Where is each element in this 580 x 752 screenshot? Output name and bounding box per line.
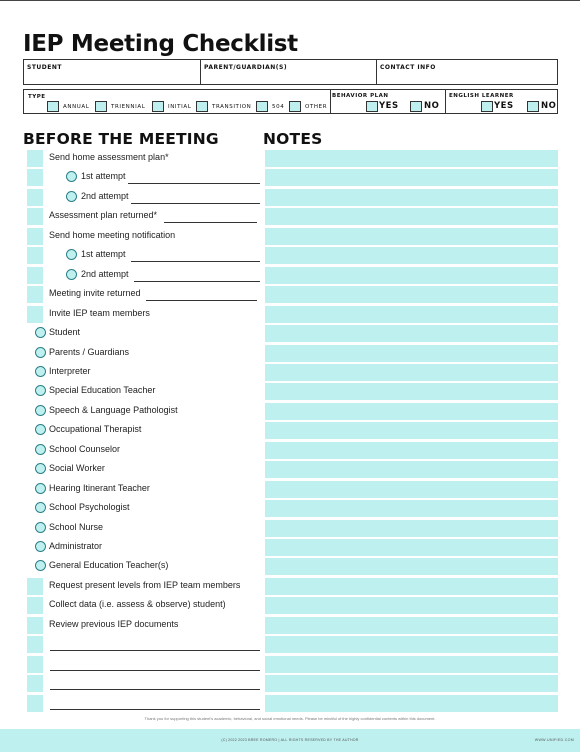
- checklist-row: [0, 345, 262, 362]
- write-in-line[interactable]: [128, 183, 260, 184]
- notes-field[interactable]: [265, 597, 558, 614]
- row-checkbox[interactable]: [27, 695, 43, 712]
- behavior-plan-label: BEHAVIOR PLAN: [332, 93, 389, 99]
- row-checkbox[interactable]: [27, 597, 43, 614]
- row-label: Invite IEP team members: [49, 307, 150, 318]
- notes-field[interactable]: [265, 636, 558, 653]
- row-checkbox: [27, 169, 43, 186]
- row-checkbox: [27, 247, 43, 264]
- footnote-text: Thank you for supporting this student's academic, behavioral, and social emotional needs. Please be mindful of the highly confidential contents within this document.: [144, 716, 436, 721]
- circle-checkbox[interactable]: [35, 385, 46, 396]
- english-learner-label: ENGLISH LEARNER: [449, 93, 514, 99]
- notes-field[interactable]: [265, 325, 558, 342]
- checklist-row: [0, 364, 262, 381]
- initial-checkbox[interactable]: [152, 101, 164, 112]
- notes-heading: NOTES: [263, 130, 323, 148]
- row-label: Occupational Therapist: [49, 424, 142, 435]
- notes-field[interactable]: [265, 169, 558, 186]
- row-label: Meeting invite returned: [49, 288, 141, 299]
- row-label: Administrator: [49, 541, 103, 551]
- row-checkbox: [27, 189, 43, 206]
- notes-field[interactable]: [265, 520, 558, 537]
- row-checkbox[interactable]: [27, 617, 43, 634]
- write-in-line[interactable]: [131, 203, 260, 204]
- row-label: 2nd attempt: [81, 268, 129, 279]
- checklist-row: [0, 247, 262, 264]
- notes-field[interactable]: [265, 442, 558, 459]
- checklist-row: [0, 675, 262, 692]
- footer-bar: [0, 729, 580, 752]
- notes-field[interactable]: [265, 656, 558, 673]
- annual-label: ANNUAL: [63, 104, 90, 110]
- circle-checkbox[interactable]: [66, 171, 77, 182]
- checklist-row: [0, 617, 262, 634]
- row-label: Request present levels from IEP team members: [49, 579, 241, 590]
- triennial-checkbox[interactable]: [95, 101, 107, 112]
- circle-checkbox[interactable]: [66, 191, 77, 202]
- row-checkbox[interactable]: [27, 306, 43, 323]
- row-checkbox[interactable]: [27, 150, 43, 167]
- notes-field[interactable]: [265, 617, 558, 634]
- notes-field[interactable]: [265, 558, 558, 575]
- notes-field[interactable]: [265, 383, 558, 400]
- checklist-row: [0, 422, 262, 439]
- notes-field[interactable]: [265, 578, 558, 595]
- row-checkbox[interactable]: [27, 228, 43, 245]
- checklist-row: [0, 520, 262, 537]
- initial-label: INITIAL: [168, 104, 192, 110]
- row-label: Student: [49, 327, 81, 338]
- write-in-line[interactable]: [50, 670, 260, 671]
- notes-field[interactable]: [265, 189, 558, 206]
- circle-checkbox[interactable]: [66, 269, 77, 280]
- checklist-row: [0, 325, 262, 342]
- row-label: General Education Teacher(s): [49, 560, 169, 571]
- annual-checkbox[interactable]: [47, 101, 59, 112]
- row-checkbox[interactable]: [27, 208, 43, 225]
- other-checkbox[interactable]: [289, 101, 301, 112]
- row-checkbox[interactable]: [27, 286, 43, 303]
- row-label: 1st attempt: [81, 249, 126, 260]
- notes-field[interactable]: [265, 422, 558, 439]
- notes-field[interactable]: [265, 461, 558, 478]
- english-no-label: NO: [541, 101, 557, 111]
- row-label: School Psychologist: [49, 502, 130, 513]
- 504-checkbox[interactable]: [256, 101, 268, 112]
- write-in-line[interactable]: [146, 300, 257, 301]
- type-divider: [330, 90, 331, 113]
- notes-field[interactable]: [265, 267, 558, 284]
- row-label: Social Worker: [49, 463, 105, 474]
- notes-field[interactable]: [265, 500, 558, 517]
- transition-label: TRANSITION: [212, 104, 252, 110]
- circle-checkbox[interactable]: [35, 463, 46, 474]
- behavior-divider: [445, 90, 446, 113]
- notes-field[interactable]: [265, 481, 558, 498]
- checklist-row: [0, 578, 262, 595]
- behavior-yes-checkbox[interactable]: [366, 101, 378, 112]
- notes-field[interactable]: [265, 150, 558, 167]
- circle-checkbox[interactable]: [35, 522, 46, 533]
- notes-field[interactable]: [265, 345, 558, 362]
- row-label: Special Education Teacher: [49, 385, 156, 396]
- checklist-row: [0, 500, 262, 517]
- checklist-row: [0, 558, 262, 575]
- info-box: [23, 59, 558, 85]
- meeting-type-box: [23, 89, 558, 114]
- behavior-no-label: NO: [424, 101, 440, 111]
- notes-field[interactable]: [265, 364, 558, 381]
- circle-checkbox[interactable]: [35, 483, 46, 494]
- parent-guardian-field[interactable]: PARENT/GUARDIAN(S): [201, 60, 377, 84]
- notes-field[interactable]: [265, 675, 558, 692]
- other-label: OTHER: [305, 104, 328, 110]
- notes-field[interactable]: [265, 208, 558, 225]
- checklist-row: [0, 267, 262, 284]
- type-label: TYPE: [28, 94, 46, 100]
- checklist-row: [0, 656, 262, 673]
- english-no-checkbox[interactable]: [527, 101, 539, 112]
- checklist-row: [0, 189, 262, 206]
- row-checkbox[interactable]: [27, 656, 43, 673]
- circle-checkbox[interactable]: [35, 560, 46, 571]
- row-checkbox: [27, 267, 43, 284]
- circle-checkbox[interactable]: [35, 502, 46, 513]
- row-checkbox[interactable]: [27, 675, 43, 692]
- row-label: School Counselor: [49, 443, 121, 454]
- checklist-row: [0, 208, 262, 225]
- notes-field[interactable]: [265, 286, 558, 303]
- circle-checkbox[interactable]: [35, 366, 46, 377]
- checklist-row: [0, 150, 262, 167]
- row-label: Send home assessment plan*: [49, 152, 169, 162]
- row-label: 1st attempt: [81, 171, 126, 182]
- copyright-text: (C) 2022 2023 BREE ROMERO | ALL RIGHTS RESERVED BY THE AUTHOR: [221, 738, 359, 742]
- notes-field[interactable]: [265, 306, 558, 323]
- row-label: Review previous IEP documents: [49, 618, 179, 629]
- checklist-row: [0, 539, 262, 556]
- row-label: Collect data (i.e. assess & observe) student): [49, 599, 226, 610]
- row-label: 2nd attempt: [81, 190, 129, 201]
- checklist-row: [0, 461, 262, 478]
- circle-checkbox[interactable]: [35, 444, 46, 455]
- row-checkbox[interactable]: [27, 636, 43, 653]
- student-field[interactable]: STUDENT: [24, 60, 201, 84]
- top-border-line: [0, 0, 580, 1]
- write-in-line[interactable]: [50, 709, 260, 710]
- circle-checkbox[interactable]: [35, 424, 46, 435]
- notes-field[interactable]: [265, 228, 558, 245]
- english-yes-label: YES: [494, 101, 514, 111]
- notes-field[interactable]: [265, 247, 558, 264]
- row-label: Interpreter: [49, 365, 91, 376]
- behavior-no-checkbox[interactable]: [410, 101, 422, 112]
- circle-checkbox[interactable]: [66, 249, 77, 260]
- 504-label: 504: [272, 104, 285, 110]
- notes-field[interactable]: [265, 403, 558, 420]
- contact-info-field[interactable]: CONTACT INFO: [380, 64, 436, 71]
- checklist-row: [0, 695, 262, 712]
- checklist-row: [0, 636, 262, 653]
- row-checkbox[interactable]: [27, 578, 43, 595]
- checklist-row: [0, 169, 262, 186]
- checklist-row: [0, 597, 262, 614]
- write-in-line[interactable]: [131, 261, 260, 262]
- circle-checkbox[interactable]: [35, 405, 46, 416]
- behavior-yes-label: YES: [379, 101, 399, 111]
- row-label: Send home meeting notification: [49, 229, 176, 240]
- circle-checkbox[interactable]: [35, 327, 46, 338]
- website-text: WWW.UNIFIED.COM: [534, 738, 574, 742]
- before-meeting-heading: BEFORE THE MEETING: [23, 130, 219, 148]
- page-title: IEP Meeting Checklist: [23, 31, 298, 57]
- checklist-row: [0, 228, 262, 245]
- checklist-row: [0, 286, 262, 303]
- write-in-line[interactable]: [164, 222, 257, 223]
- checklist-row: [0, 442, 262, 459]
- row-label: Assessment plan returned*: [49, 210, 158, 221]
- checklist-row: [0, 383, 262, 400]
- checklist-row: [0, 306, 262, 323]
- notes-field[interactable]: [265, 695, 558, 712]
- write-in-line[interactable]: [50, 650, 260, 651]
- row-label: Speech & Language Pathologist: [49, 404, 178, 415]
- write-in-line[interactable]: [134, 281, 260, 282]
- circle-checkbox[interactable]: [35, 541, 46, 552]
- checklist-row: [0, 481, 262, 498]
- triennial-label: TRIENNIAL: [111, 104, 146, 110]
- circle-checkbox[interactable]: [35, 347, 46, 358]
- row-label: School Nurse: [49, 521, 104, 532]
- transition-checkbox[interactable]: [196, 101, 208, 112]
- notes-field[interactable]: [265, 539, 558, 556]
- row-label: Parents / Guardians: [49, 346, 130, 357]
- checklist-row: [0, 403, 262, 420]
- write-in-line[interactable]: [50, 689, 260, 690]
- english-yes-checkbox[interactable]: [481, 101, 493, 112]
- row-label: Hearing Itinerant Teacher: [49, 482, 150, 493]
